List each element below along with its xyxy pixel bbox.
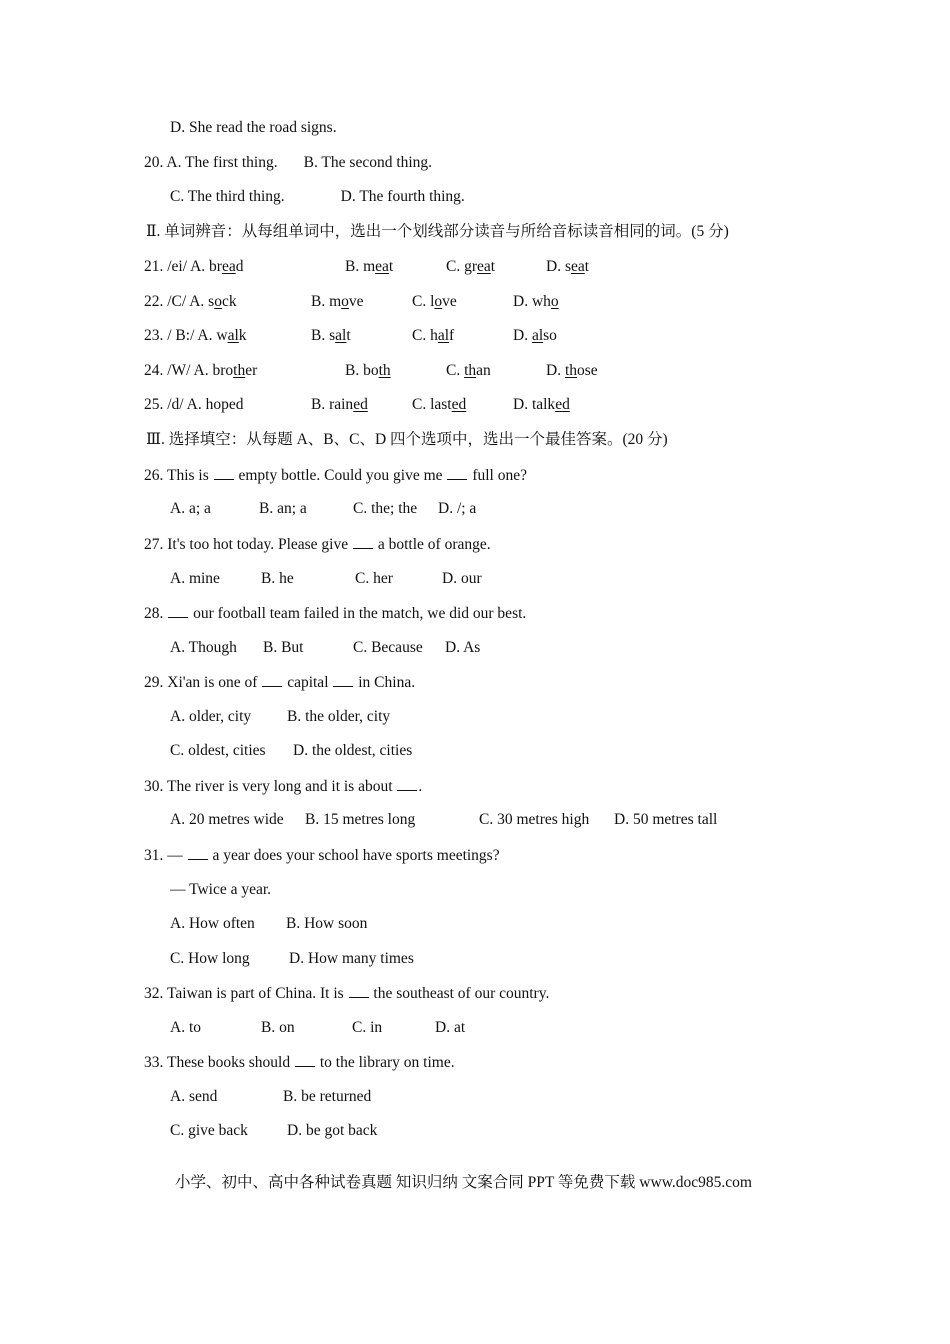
q29-option-b: B. the older, city [287, 708, 391, 725]
q33-option-c: C. give back [170, 1122, 248, 1139]
answer-blank [333, 672, 353, 687]
q28-option-c: C. Because [353, 639, 423, 656]
q25-option-a: hoped [205, 396, 244, 413]
q23-number: 23. / B:/ A. [144, 327, 213, 344]
answer-blank [349, 983, 369, 998]
q31-option-c: C. How long [170, 950, 250, 967]
q31-stem: 31. — a year does your school have sports meetings? [144, 847, 500, 864]
answer-blank [188, 845, 208, 860]
q29-option-d: D. the oldest, cities [293, 742, 413, 759]
q21-option-a: bread [209, 258, 244, 275]
q31-reply: — Twice a year. [170, 881, 272, 898]
q27-option-d: D. our [442, 570, 482, 587]
q20-option-b: B. The second thing. [303, 154, 433, 171]
q32-option-c: C. in [352, 1019, 383, 1036]
answer-blank [214, 465, 234, 480]
q23-option-c: C. half [412, 327, 455, 344]
q21-option-d: D. seat [546, 258, 590, 275]
q32-option-a: A. to [170, 1019, 201, 1036]
q19-option-d: D. She read the road signs. [170, 119, 337, 136]
q26-option-a: A. a; a [170, 500, 211, 517]
q33-option-b: B. be returned [283, 1088, 372, 1105]
q27-option-c: C. her [355, 570, 393, 587]
q26-stem: 26. This is empty bottle. Could you give me full one? [144, 467, 527, 484]
q29-stem: 29. Xi'an is one of capital in China. [144, 674, 416, 691]
q26-option-c: C. the; the [353, 500, 418, 517]
answer-blank [262, 672, 282, 687]
q22-number: 22. /C/ A. [144, 293, 205, 310]
q22-row [144, 292, 237, 312]
q28-option-a: A. Though [170, 639, 237, 656]
q24-option-b: B. both [345, 362, 391, 379]
q20-options-row1 [144, 153, 432, 173]
q29-option-a: A. older, city [170, 708, 252, 725]
q20-option-d: D. The fourth thing. [340, 188, 465, 205]
q24-row [144, 361, 257, 381]
q27-option-a: A. mine [170, 570, 220, 587]
q33-stem: 33. These books should to the library on time. [144, 1054, 455, 1071]
q24-number: 24. /W/ A. [144, 362, 209, 379]
q21-number: 21. /ei/ A. [144, 258, 206, 275]
q21-option-c: C. great [446, 258, 496, 275]
q22-option-c: C. love [412, 293, 457, 310]
q31-option-d: D. How many times [289, 950, 414, 967]
answer-blank [168, 603, 188, 618]
q25-number: 25. /d/ A. [144, 396, 202, 413]
q22-option-d: D. who [513, 293, 559, 310]
answer-blank [447, 465, 467, 480]
q26-option-d: D. /; a [438, 500, 477, 517]
q25-row [144, 395, 243, 415]
q25-option-c: C. lasted [412, 396, 467, 413]
q33-option-a: A. send [170, 1088, 218, 1105]
q21-option-b: B. meat [345, 258, 394, 275]
q27-stem: 27. It's too hot today. Please give a bottle of orange. [144, 536, 491, 553]
q30-option-b: B. 15 metres long [305, 811, 416, 828]
q23-option-b: B. salt [311, 327, 351, 344]
q31-option-a: A. How often [170, 915, 255, 932]
q25-option-b: B. rained [311, 396, 368, 413]
q20-option-a: 20. A. The first thing. [144, 154, 278, 171]
q21-row [144, 257, 243, 277]
q20-options-row2 [170, 187, 465, 207]
q32-stem: 32. Taiwan is part of China. It is the southeast of our country. [144, 985, 550, 1002]
q23-option-a: walk [216, 327, 247, 344]
answer-blank [397, 776, 417, 791]
page-footer: 小学、初中、高中各种试卷真题 知识归纳 文案合同 PPT 等免费下载 www.doc985.com [175, 1174, 752, 1191]
q30-option-a: A. 20 metres wide [170, 811, 284, 828]
q30-option-c: C. 30 metres high [479, 811, 590, 828]
q26-option-b: B. an; a [259, 500, 307, 517]
q32-option-b: B. on [261, 1019, 295, 1036]
q32-option-d: D. at [435, 1019, 466, 1036]
q24-option-a: brother [212, 362, 258, 379]
q24-option-d: D. those [546, 362, 598, 379]
q25-option-d: D. talked [513, 396, 570, 413]
q28-option-d: D. As [445, 639, 481, 656]
answer-blank [295, 1052, 315, 1067]
q29-option-c: C. oldest, cities [170, 742, 266, 759]
q28-option-b: B. But [263, 639, 304, 656]
q22-option-a: sock [208, 293, 237, 310]
q23-option-d: D. also [513, 327, 557, 344]
q22-option-b: B. move [311, 293, 364, 310]
q33-option-d: D. be got back [287, 1122, 378, 1139]
q23-row [144, 326, 247, 346]
q20-option-c: C. The third thing. [170, 188, 285, 205]
section-2-heading: Ⅱ. 单词辨音：从每组单词中，选出一个划线部分读音与所给音标读音相同的词。(5 分) [146, 223, 729, 240]
q31-option-b: B. How soon [286, 915, 368, 932]
q28-stem: 28. our football team failed in the match, we did our best. [144, 605, 527, 622]
answer-blank [353, 534, 373, 549]
q24-option-c: C. than [446, 362, 491, 379]
q30-stem: 30. The river is very long and it is about . [144, 778, 423, 795]
section-3-heading: Ⅲ. 选择填空：从每题 A、B、C、D 四个选项中，选出一个最佳答案。(20 分) [146, 431, 668, 448]
q27-option-b: B. he [261, 570, 294, 587]
q30-option-d: D. 50 metres tall [614, 811, 718, 828]
